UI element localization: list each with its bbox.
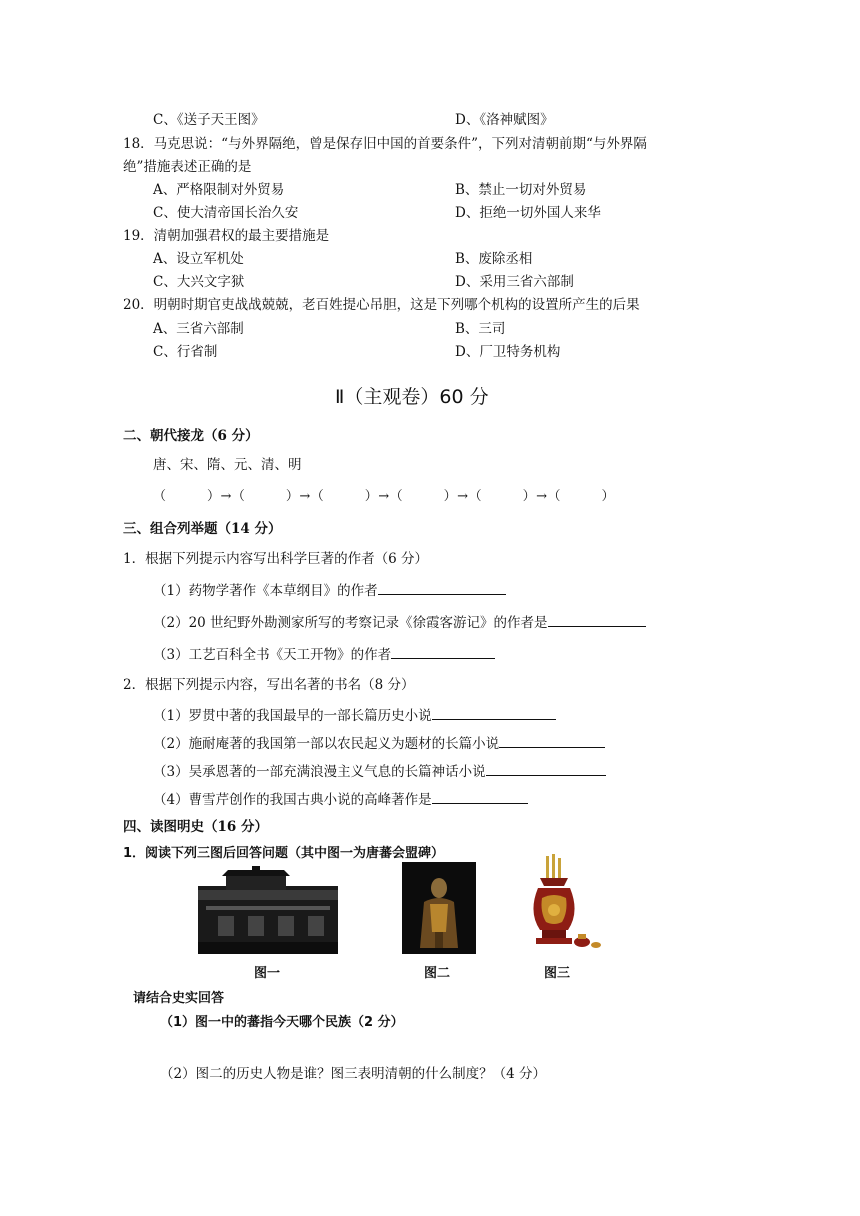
q18-option-a: A、严格限制对外贸易 [153,182,285,198]
s3-q2-item2 [153,732,605,752]
q18-option-d: D、拒绝一切外国人来华 [455,205,601,221]
q17-option-c: C、《送子天王图》 [153,112,265,128]
q20-option-b: B、三司 [455,321,506,337]
s3-q1-item3 [153,643,495,663]
answer-blank[interactable] [499,733,605,748]
s4-q1-stem: 1．阅读下列三图后回答问题（其中图一为唐蕃会盟碑） [123,846,445,861]
q20-option-c: C、行省制 [153,344,218,360]
figure3-golden-urn-image [522,852,608,952]
answer-blank[interactable] [378,580,506,595]
s4-sub1: （1）图一中的蕃指今天哪个民族（2 分） [160,1015,404,1030]
s3-q1-item1 [153,579,506,599]
section3-title: 三、组合列举题（14 分） [123,521,282,537]
answer-blank[interactable] [486,761,606,776]
figure1-building-image [198,866,338,954]
answer-blank[interactable] [548,612,646,627]
q18-stem-line2: 绝”措施表述正确的是 [123,159,252,175]
section2-title: 二、朝代接龙（6 分） [123,428,259,444]
s3-q1-item2-text: （2）20 世纪野外勘测家所写的考察记录《徐霞客游记》的作者是 [153,615,548,631]
q20-stem: 20．明朝时期官吏战战兢兢，老百姓提心吊胆，这是下列哪个机构的设置所产生的后果 [123,297,640,313]
s3-q1-item2 [153,611,646,631]
q19-option-c: C、大兴文字狱 [153,274,245,290]
q19-option-b: B、废除丞相 [455,251,533,267]
answer-blank[interactable] [432,789,528,804]
q19-stem: 19．清朝加强君权的最主要措施是 [123,228,330,244]
s3-q2-item3 [153,760,606,780]
s3-q2-stem: 2．根据下列提示内容，写出名著的书名（8 分） [123,677,415,693]
s3-q2-item4-text: （4）曹雪芹创作的我国古典小说的高峰著作是 [153,792,432,808]
s3-q2-item4 [153,788,528,808]
s3-q1-item1-text: （1）药物学著作《本草纲目》的作者 [153,583,378,599]
s3-q1-item3-text: （3）工艺百科全书《天工开物》的作者 [153,647,392,663]
part2-title: Ⅱ（主观卷）60 分 [335,386,489,408]
q18-option-c: C、使大清帝国长治久安 [153,205,299,221]
q20-option-a: A、三省六部制 [153,321,244,337]
q19-option-d: D、采用三省六部制 [455,274,574,290]
s4-sub2: （2）图二的历史人物是谁？图三表明清朝的什么制度？（4 分） [160,1066,546,1082]
s3-q2-item2-text: （2）施耐庵著的我国第一部以农民起义为题材的长篇小说 [153,736,500,752]
q18-stem-line1: 18．马克思说：“与外界隔绝，曾是保存旧中国的首要条件”，下列对清朝前期“与外界隔 [123,136,647,152]
q20-option-d: D、厂卫特务机构 [455,344,561,360]
figure3-caption: 图三 [544,966,571,981]
s3-q2-item1 [153,704,556,724]
s3-q1-stem: 1．根据下列提示内容写出科学巨著的作者（6 分） [123,551,428,567]
s4-prompt: 请结合史实回答 [133,991,225,1006]
s3-q2-item3-text: （3）吴承恩著的一部充满浪漫主义气息的长篇神话小说 [153,764,486,780]
s3-q2-item1-text: （1）罗贯中著的我国最早的一部长篇历史小说 [153,708,432,724]
q17-option-d: D、《洛神赋图》 [455,112,554,128]
q19-option-a: A、设立军机处 [153,251,244,267]
q18-option-b: B、禁止一切对外贸易 [455,182,587,198]
answer-blank[interactable] [391,644,495,659]
dynasty-list: 唐、宋、隋、元、清、明 [153,457,302,473]
dynasty-chain-blanks: （ ）→（ ）→（ ）→（ ）→（ ）→（ ） [153,489,615,504]
figure1-caption: 图一 [254,966,281,981]
figure2-portrait-image [402,862,476,954]
answer-blank[interactable] [432,705,556,720]
section4-title: 四、读图明史（16 分） [123,819,268,835]
figure2-caption: 图二 [424,966,451,981]
